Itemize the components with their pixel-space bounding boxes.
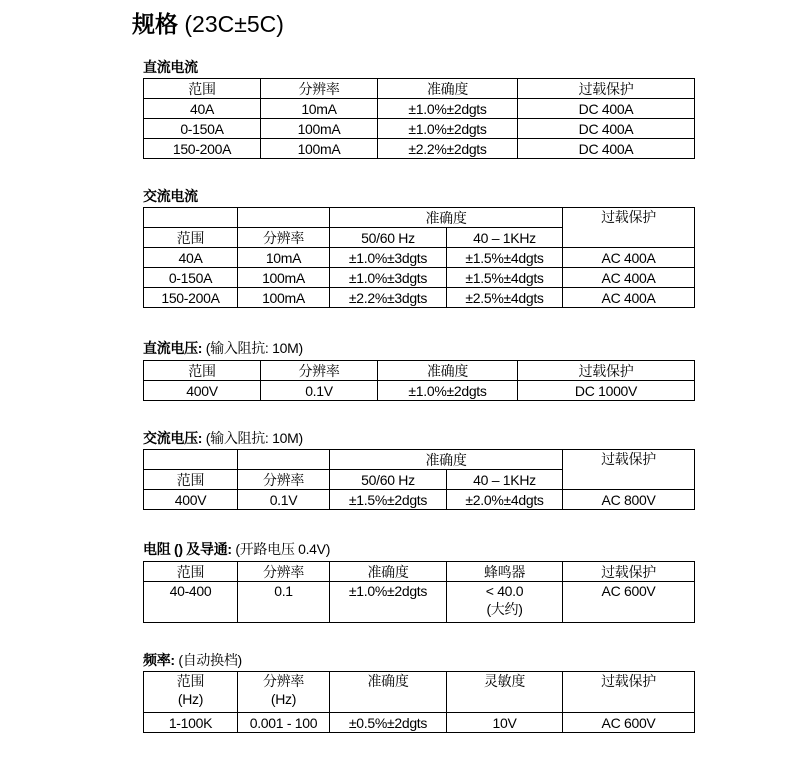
header-cell: 范围: [144, 361, 261, 381]
overload-header: 过载保护: [563, 450, 695, 490]
table-cell: AC 400A: [563, 268, 695, 288]
header-cell: 过载保护: [563, 562, 695, 582]
table-row: [144, 582, 695, 623]
range-unit: (Hz): [177, 691, 204, 707]
table-cell: 100mA: [261, 139, 378, 159]
ac-voltage-heading: 交流电压: (输入阻抗: 10M): [143, 430, 303, 446]
table-header-row: [144, 672, 695, 713]
buzzer-threshold: < 40.0: [485, 583, 524, 599]
dc-current-table: [143, 78, 695, 159]
header-cell: 分辨率: [261, 79, 378, 99]
table-row: [144, 268, 695, 288]
table-cell: 0.1V: [261, 381, 378, 401]
table-cell: 10V: [447, 713, 563, 733]
table-cell: 10mA: [238, 248, 330, 268]
header-cell: 范围: [144, 228, 238, 248]
page-title: [132, 6, 284, 39]
table-cell: 40A: [144, 248, 238, 268]
table-cell: 150-200A: [144, 139, 261, 159]
empty-cell: [238, 450, 330, 470]
table-cell: AC 800V: [563, 490, 695, 510]
range-label: 范围: [176, 673, 205, 689]
table-cell: 100mA: [261, 119, 378, 139]
header-cell: 准确度: [330, 672, 447, 713]
resolution-unit: (Hz): [270, 691, 297, 707]
resistance-heading: 电阻 () 及导通: (开路电压 0.4V): [143, 541, 331, 557]
table-header-row: [144, 562, 695, 582]
header-cell: [238, 672, 330, 713]
table-cell: 0.1: [238, 582, 330, 623]
table-cell: 0-150A: [144, 119, 261, 139]
table-cell: ±0.5%±2dgts: [330, 713, 447, 733]
title-sub: (23C±5C): [184, 11, 284, 37]
dc-current-heading: 直流电流: [143, 59, 198, 75]
empty-cell: [144, 450, 238, 470]
table-cell: ±1.5%±2dgts: [330, 490, 447, 510]
header-cell: 分辨率: [238, 470, 330, 490]
header-cell: 分辨率: [238, 562, 330, 582]
header-cell: 准确度: [378, 79, 518, 99]
table-cell: DC 400A: [518, 119, 695, 139]
table-cell: ±1.0%±2dgts: [378, 119, 518, 139]
table-cell: DC 400A: [518, 139, 695, 159]
empty-cell: [238, 208, 330, 228]
header-cell: 蜂鸣器: [447, 562, 563, 582]
table-header-row: [144, 361, 695, 381]
resistance-table: [143, 561, 695, 623]
header-cell: 准确度: [378, 361, 518, 381]
buzzer-approx: (大约): [486, 601, 523, 617]
dc-voltage-heading: 直流电压: (输入阻抗: 10M): [143, 340, 303, 356]
table-header-row: [144, 79, 695, 99]
header-cell: 50/60 Hz: [330, 470, 447, 490]
table-cell: ±1.0%±2dgts: [330, 582, 447, 623]
ac-current-heading: 交流电流: [143, 188, 198, 204]
frequency-table: [143, 671, 695, 733]
table-cell: DC 1000V: [518, 381, 695, 401]
accuracy-header: 准确度: [330, 208, 563, 228]
header-cell: 分辨率: [238, 228, 330, 248]
header-cell: 范围: [144, 470, 238, 490]
table-cell: 0.001 - 100: [238, 713, 330, 733]
header-cell: 过载保护: [518, 79, 695, 99]
header-cell: 范围: [144, 562, 238, 582]
frequency-heading: 频率: (自动换档): [143, 652, 242, 668]
table-cell: 150-200A: [144, 288, 238, 308]
table-row: [144, 139, 695, 159]
resolution-label: 分辨率: [262, 673, 305, 689]
table-cell: 100mA: [238, 268, 330, 288]
title-main: 规格: [132, 11, 178, 37]
header-cell: 分辨率: [261, 361, 378, 381]
table-cell: AC 600V: [563, 713, 695, 733]
table-cell: ±1.0%±2dgts: [378, 99, 518, 119]
header-cell: [144, 672, 238, 713]
table-cell: ±2.0%±4dgts: [447, 490, 563, 510]
table-row: [144, 713, 695, 733]
table-cell: ±2.2%±3dgts: [330, 288, 447, 308]
table-cell: 100mA: [238, 288, 330, 308]
table-cell: ±1.0%±3dgts: [330, 248, 447, 268]
table-cell: 400V: [144, 490, 238, 510]
table-row: [144, 248, 695, 268]
table-cell: 40A: [144, 99, 261, 119]
accuracy-header: 准确度: [330, 450, 563, 470]
empty-cell: [144, 208, 238, 228]
table-cell: ±1.0%±2dgts: [378, 381, 518, 401]
table-row: [144, 490, 695, 510]
table-cell: AC 400A: [563, 288, 695, 308]
table-cell: ±1.0%±3dgts: [330, 268, 447, 288]
table-header-row: [144, 450, 695, 470]
table-cell: ±1.5%±4dgts: [447, 268, 563, 288]
buzzer-cell: [447, 582, 563, 623]
ac-voltage-table: [143, 449, 695, 510]
table-cell: 400V: [144, 381, 261, 401]
table-row: [144, 119, 695, 139]
table-cell: 40-400: [144, 582, 238, 623]
table-cell: AC 600V: [563, 582, 695, 623]
header-cell: 过载保护: [518, 361, 695, 381]
table-cell: AC 400A: [563, 248, 695, 268]
header-cell: 50/60 Hz: [330, 228, 447, 248]
header-cell: 过载保护: [563, 672, 695, 713]
table-row: [144, 288, 695, 308]
table-cell: ±2.5%±4dgts: [447, 288, 563, 308]
table-cell: ±1.5%±4dgts: [447, 248, 563, 268]
table-row: [144, 381, 695, 401]
table-cell: DC 400A: [518, 99, 695, 119]
ac-current-table: [143, 207, 695, 308]
header-cell: 准确度: [330, 562, 447, 582]
table-header-row: [144, 208, 695, 228]
header-cell: 40 – 1KHz: [447, 228, 563, 248]
table-cell: 10mA: [261, 99, 378, 119]
table-cell: 0-150A: [144, 268, 238, 288]
table-cell: 1-100K: [144, 713, 238, 733]
table-cell: 0.1V: [238, 490, 330, 510]
table-cell: ±2.2%±2dgts: [378, 139, 518, 159]
table-row: [144, 99, 695, 119]
header-cell: 40 – 1KHz: [447, 470, 563, 490]
overload-header: 过载保护: [563, 208, 695, 248]
dc-voltage-table: [143, 360, 695, 401]
header-cell: 范围: [144, 79, 261, 99]
header-cell: 灵敏度: [447, 672, 563, 713]
